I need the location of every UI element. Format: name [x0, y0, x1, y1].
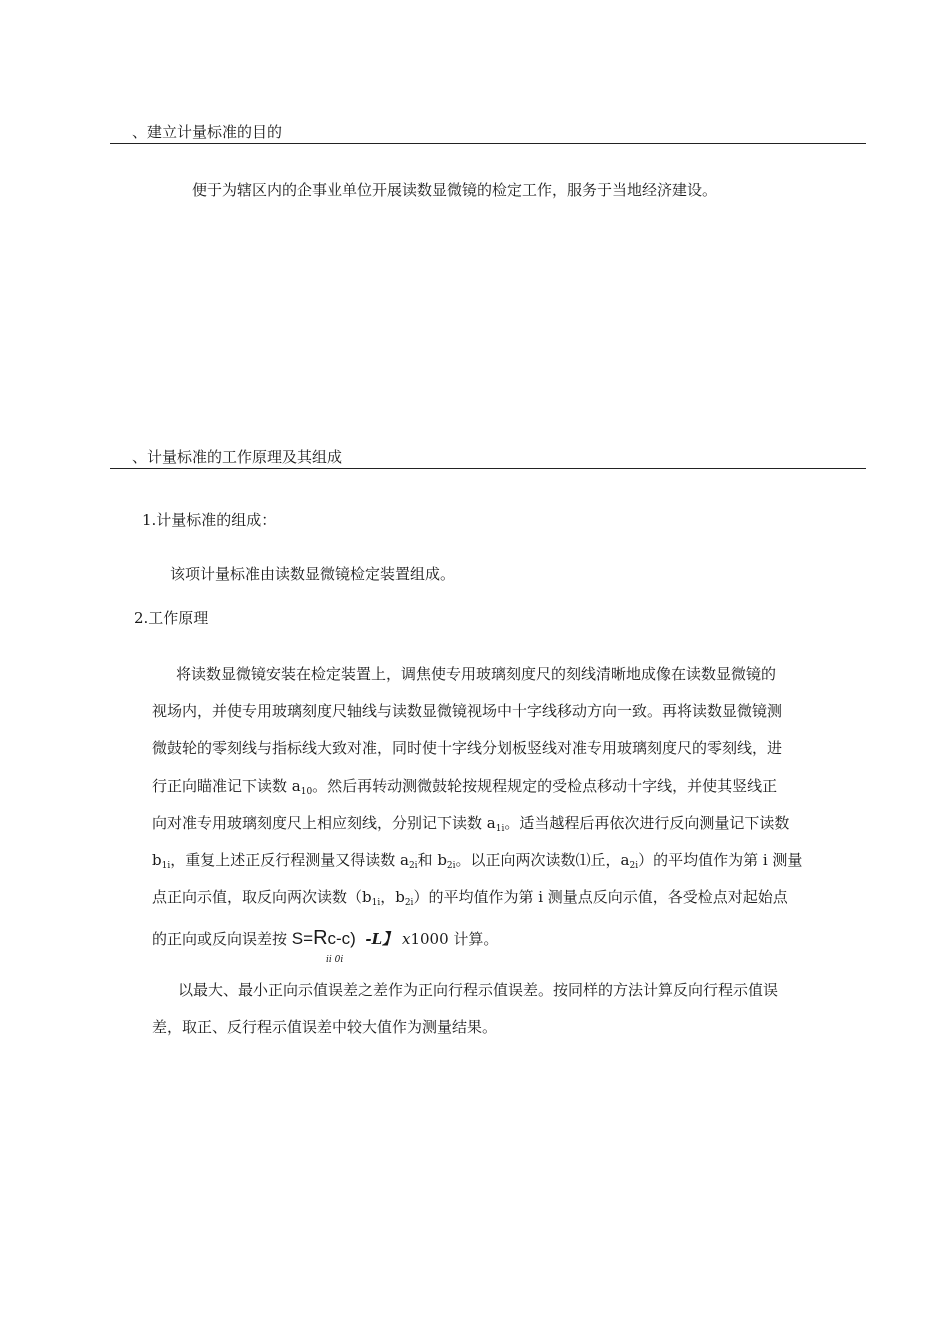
error-formula	[292, 929, 356, 948]
subscript: 1i	[495, 824, 505, 834]
principle-line: 差，取正、反行程示值误差中较大值作为测量结果。	[152, 1018, 498, 1036]
line-text: b	[152, 851, 162, 869]
composition-paragraph: 该项计量标准由读数显微镜检定装置组成。	[170, 565, 456, 583]
subscript: 2i	[629, 861, 639, 871]
subscript: 1i	[161, 861, 171, 871]
line-text: 和 b	[417, 851, 447, 869]
formula-s: S=	[291, 929, 314, 948]
subscript: 2i	[404, 898, 414, 908]
line-text: ，重复上述正反行程测量又得读数 a	[170, 851, 409, 869]
purpose-paragraph: 便于为辖区内的企事业单位开展读数显微镜的检定工作，服务于当地经济建设。	[192, 181, 718, 199]
principle-line: 以最大、最小正向示值误差之差作为正向行程示值误差。按同样的方法计算反向行程示值误	[178, 981, 779, 999]
formula-r: R	[313, 927, 328, 949]
section-heading-principle: 、计量标准的工作原理及其组成	[110, 447, 866, 469]
principle-line: 视场内，并使专用玻璃刻度尺轴线与读数显微镜视场中十字线移动方向一致。再将读数显微镜测	[152, 702, 783, 720]
principle-line: 将读数显微镜安装在检定装置上，调焦使专用玻璃刻度尺的刻线清晰地成像在读数显微镜的	[176, 665, 777, 683]
formula-cc: c-c)	[327, 929, 356, 948]
line-text: ，b	[380, 888, 405, 906]
principle-line	[152, 776, 777, 796]
subscript: 1i	[371, 898, 381, 908]
subscript: 2i	[446, 861, 456, 871]
subheading-principle: 2.工作原理	[134, 609, 209, 627]
formula-tail: 1000 计算。	[410, 930, 499, 948]
formula-l: -L	[365, 930, 383, 948]
subscript: 2i	[408, 861, 418, 871]
line-text: 向对准专用玻璃刻度尺上相应刻线，分别记下读数 a	[152, 814, 496, 832]
principle-line	[152, 850, 802, 870]
line-text: 的正向或反向误差按	[152, 930, 292, 948]
section-heading-purpose: 、建立计量标准的目的	[110, 122, 866, 144]
principle-line	[152, 887, 788, 907]
subscript: 10	[300, 787, 313, 797]
formula-x: x	[401, 930, 411, 948]
line-text: 。然后再转动测微鼓轮按规程规定的受检点移动十字线，并使其竖线正	[312, 777, 778, 795]
line-text: 点正向示值，取反向两次读数（b	[152, 888, 372, 906]
formula-bracket: 】	[382, 930, 398, 948]
subheading-composition: 1.计量标准的组成：	[142, 511, 277, 529]
formula-subscript: ii 0i	[326, 955, 344, 965]
line-text: 。以正向两次读数⑴丘，a	[455, 851, 630, 869]
principle-line-formula	[152, 927, 499, 965]
line-text: 。适当越程后再依次进行反向测量记下读数	[504, 814, 790, 832]
line-text: 行正向瞄准记下读数 a	[152, 777, 301, 795]
line-text: ）的平均值作为第 i 测量	[638, 851, 803, 869]
principle-line: 微鼓轮的零刻线与指标线大致对准，同时使十字线分划板竖线对准专用玻璃刻度尺的零刻线，进	[152, 739, 783, 757]
principle-line	[152, 813, 789, 833]
line-text: ）的平均值作为第 i 测量点反向示值，各受检点对起始点	[413, 888, 788, 906]
